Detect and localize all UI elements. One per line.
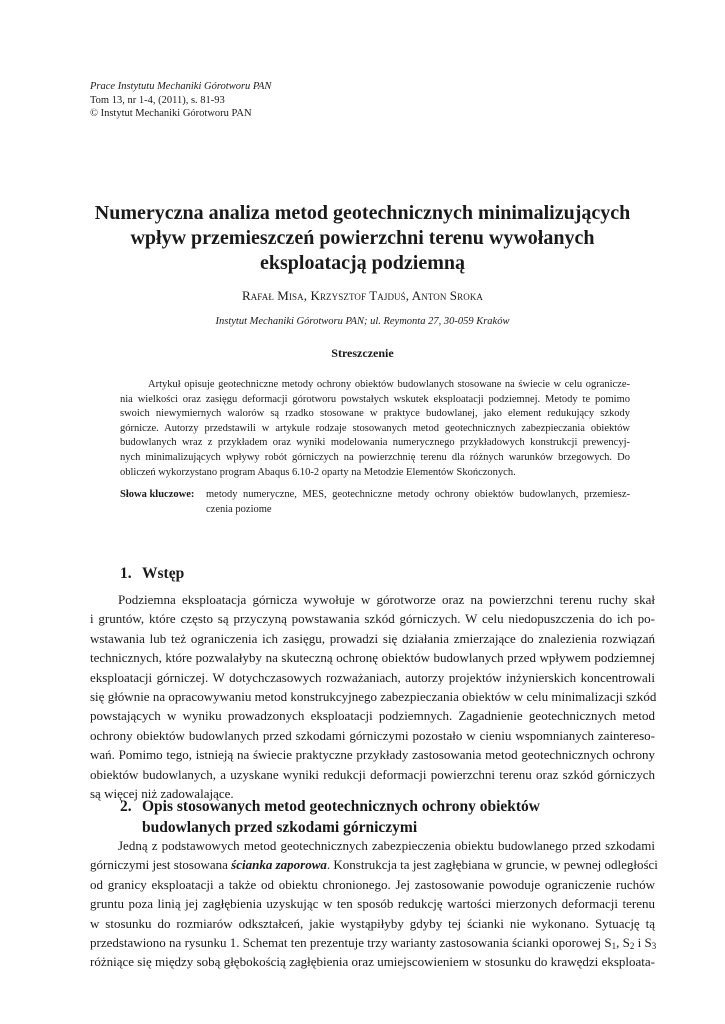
body-line: Jedną z podstawowych metod geotechnicznych zabezpieczenia obiektu budowlanego przed szkodami: [118, 838, 655, 853]
keywords-label: Słowa kluczowe:: [120, 489, 195, 500]
journal-header: [90, 80, 271, 121]
abstract-heading: Streszczenie: [331, 346, 394, 360]
body-text: i S: [634, 935, 652, 951]
journal-name: Prace Instytutu Mechaniki Górotworu PAN: [90, 81, 272, 92]
paper-title: [70, 201, 655, 276]
abstract-line: swoich niewymiernych walorów są rzadko stosowane w praktyce budowlanej, jako element redukujący szkody: [120, 408, 630, 420]
section-number: 1.: [120, 565, 132, 582]
title-line: Numeryczna analiza metod geotechnicznych minimalizujących: [94, 202, 631, 224]
body-line: i gruntów, które często są przyczyną powstawania szkód górniczych. W celu niedopuszczenia do ich po-: [90, 611, 655, 627]
section-1-body: [90, 590, 655, 803]
body-line: ochrony obiektów budowlanych przed szkodami górniczymi pozostało w cieniu wspomnianych zaintereso-: [90, 727, 655, 743]
subscript: 3: [651, 941, 657, 952]
body-line: się głównie na opracowywaniu metod konstrukcyjnego zabezpieczania obiektów w celu minimalizacji szkód: [90, 689, 657, 705]
abstract-text: [120, 378, 630, 480]
keywords-text: [206, 488, 630, 517]
section-2-heading: [120, 796, 640, 838]
section-title-line: Opis stosowanych metod geotechnicznych ochrony obiektów: [142, 798, 540, 815]
body-line: od granicy eksploatacji a także od obiektu chronionego. Jej zastosowanie powoduje ograniczenie ruchów: [90, 876, 655, 892]
emphasized-term: ścianka zaporowa: [231, 857, 327, 873]
author-list: Rafał Misa, Krzysztof Tajduś, Anton Sroka: [241, 288, 484, 303]
body-text: przedstawiono na rysunku 1. Schemat ten prezentuje trzy warianty zastosowania ścianki oporowej S: [90, 935, 612, 951]
body-line: różniące się między sobą głębokością zagłębienia oraz umiejscowieniem w stosunku do krawędzi eksploata-: [90, 954, 655, 970]
body-line: eksploatacji górniczej. W dotychczasowych rozważaniach, autorzy projektów inżynierskich koncentrowali: [90, 669, 655, 685]
body-line: Podziemna eksploatacja górnicza wywołuje w górotworze oraz na powierzchni terenu ruchy skał: [118, 592, 655, 607]
abstract-line: nych minimalizujących wpływy robót górniczych na powierzchnię terenu dla różnych warunków brzegowych. Do: [120, 451, 630, 463]
body-line: w stosunku do rozmiarów odkształceń, jakie wystąpiłyby gdyby tej ścianki nie wykonano. Sytuację tą: [90, 915, 655, 931]
body-text: górniczymi jest stosowana: [90, 857, 228, 873]
section-title: Wstęp: [142, 565, 185, 582]
abstract-line: budowlanych wraz z przykładem oraz wyniki modelowania numerycznego przykładowych konstrukcji prewencyj-: [120, 437, 630, 449]
body-line: [90, 933, 655, 952]
abstract-line: nia wielkości oraz zasięgu deformacji górotworu powstałych wskutek eksploatacji podziemnej. Metody te pomimo: [120, 393, 630, 405]
body-text: , S: [616, 935, 630, 951]
keywords-line: metody numeryczne, MES, geotechniczne metody ochrony obiektów budowlanych, przemiesz-: [206, 489, 630, 500]
body-line: technicznych, które pozwalałyby na skuteczną ochronę obiektów budowlanych przed wpływem podziemnej: [90, 650, 655, 666]
volume-info: Tom 13, nr 1-4, (2011), s. 81-93: [90, 94, 225, 106]
abstract-line: obliczeń wykorzystano program Abaqus 6.10-2 oparty na Metodzie Elementów Skończonych.: [120, 466, 516, 478]
body-text: . Konstrukcja ta jest zagłębiana w gruncie, w pewnej odległości: [326, 857, 658, 873]
abstract-line: górnicze. Autorzy przedstawili w artykule rodzaje stosowanych metod geotechnicznych zabezpieczania obiektów: [120, 422, 630, 434]
title-line: wpływ przemieszczeń powierzchni terenu wywołanych: [130, 227, 595, 249]
section-number: 2.: [120, 798, 132, 815]
body-line: [90, 855, 658, 874]
copyright-line: © Instytut Mechaniki Górotworu PAN: [90, 108, 252, 119]
body-line: są więcej niż zadowalające.: [90, 786, 234, 802]
section-title-line: budowlanych przed szkodami górniczymi: [142, 819, 418, 836]
body-line: obiektów budowlanych, a uzyskane wyniki redukcji deformacji powierzchni terenu oraz szkód górniczych: [90, 766, 655, 782]
keywords-line: czenia poziome: [206, 503, 272, 515]
subscript: 1: [611, 941, 617, 952]
body-line: gruntu poza linią jej zagłębienia uzyskując w ten sposób redukcję wartości mierzonych deformacji terenu: [90, 896, 655, 912]
section-2-body: [90, 836, 658, 972]
body-line: powstających w wyniku prowadzonych eksploatacji podziemnych. Zagadnienie geotechnicznych metod: [90, 708, 655, 724]
affiliation: Instytut Mechaniki Górotworu PAN; ul. Reymonta 27, 30-059 Kraków: [215, 316, 510, 327]
subscript: 2: [629, 941, 635, 952]
body-line: wań. Pomimo tego, istnieją na świecie praktyczne przykłady zastosowania metod geotechnicznych ochrony: [90, 747, 655, 763]
title-line: eksploatacją podziemną: [260, 252, 465, 274]
body-line: wstawania lub też ograniczenia ich zasięgu, prowadzi się działania zmierzające do znalezienia rozwiązań: [90, 630, 655, 646]
abstract-line: Artykuł opisuje geotechniczne metody ochrony obiektów budowlanych stosowane na świecie w celu ogranicze-: [148, 379, 630, 390]
section-1-heading: [120, 565, 184, 583]
